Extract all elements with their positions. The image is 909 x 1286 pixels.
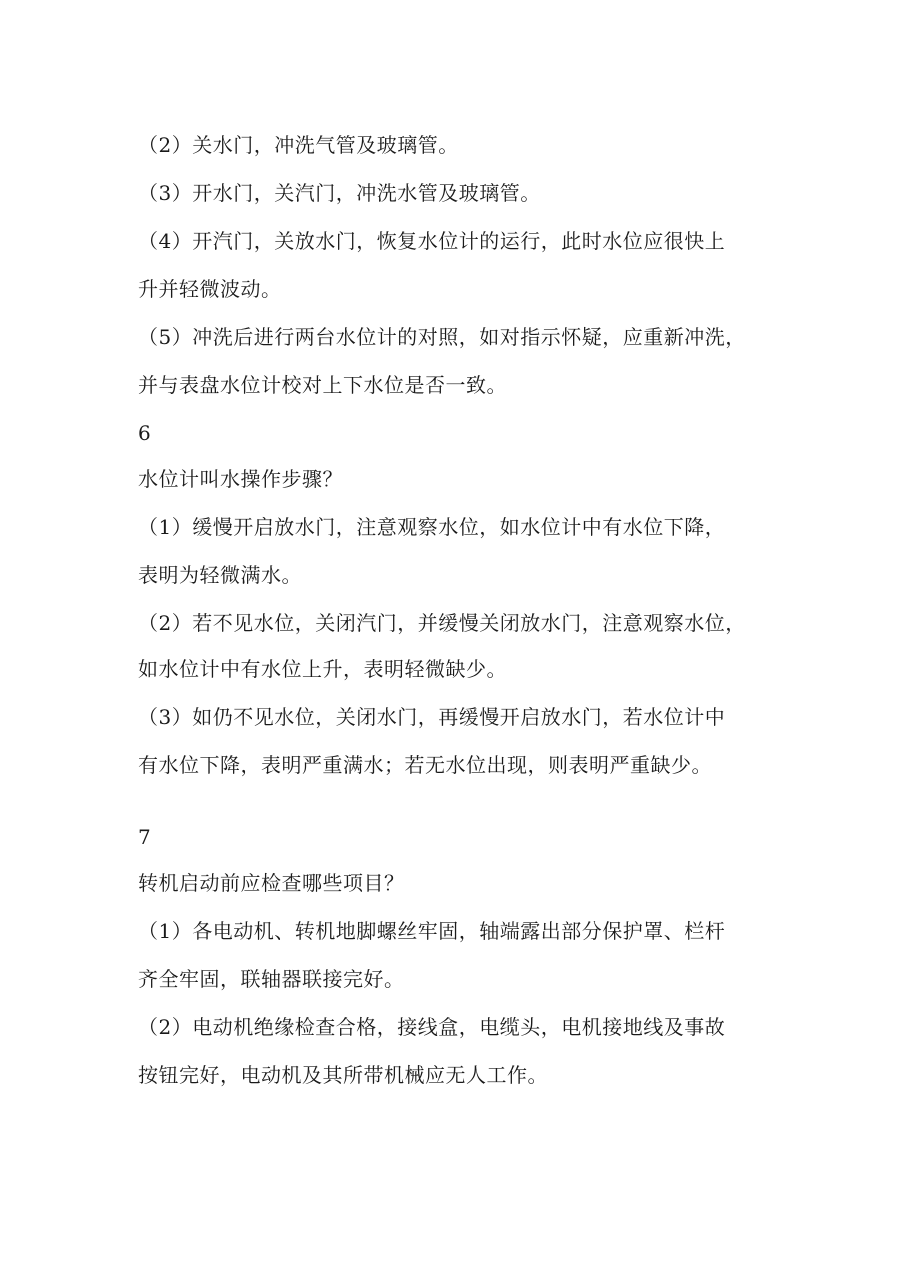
text-line-call-water-step-1-cont: 表明为轻微满水。 <box>138 563 302 587</box>
section-number-7: 7 <box>138 825 152 849</box>
text-line-startup-check-1-cont: 齐全牢固，联轴器联接完好。 <box>138 967 405 991</box>
text-line-drain-step-2: （2）关水门，冲洗气管及玻璃管。 <box>138 133 459 157</box>
text-line-call-water-step-1: （1）缓慢开启放水门，注意观察水位，如水位计中有水位下降， <box>138 515 726 539</box>
section-number-6: 6 <box>138 421 152 445</box>
text-line-drain-step-5: （5）冲洗后进行两台水位计的对照，如对指示怀疑，应重新冲洗， <box>138 325 746 349</box>
text-line-call-water-step-3: （3）如仍不见水位，关闭水门，再缓慢开启放水门，若水位计中 <box>138 705 726 729</box>
text-line-startup-check-1: （1）各电动机、转机地脚螺丝牢固，轴端露出部分保护罩、栏杆 <box>138 919 726 943</box>
question-heading-6: 水位计叫水操作步骤？ <box>138 467 343 491</box>
text-line-startup-check-2: （2）电动机绝缘检查合格，接线盒，电缆头，电机接地线及事故 <box>138 1015 726 1039</box>
text-line-call-water-step-3-cont: 有水位下降，表明严重满水；若无水位出现，则表明严重缺少。 <box>138 753 712 777</box>
text-line-call-water-step-2-cont: 如水位计中有水位上升，表明轻微缺少。 <box>138 657 507 681</box>
text-line-drain-step-4: （4）开汽门，关放水门，恢复水位计的运行，此时水位应很快上 <box>138 229 726 253</box>
text-line-call-water-step-2: （2）若不见水位，关闭汽门，并缓慢关闭放水门，注意观察水位， <box>138 611 746 635</box>
text-line-drain-step-4-cont: 升并轻微波动。 <box>138 277 282 301</box>
text-line-startup-check-2-cont: 按钮完好，电动机及其所带机械应无人工作。 <box>138 1063 548 1087</box>
question-heading-7: 转机启动前应检查哪些项目？ <box>138 871 405 895</box>
text-line-drain-step-5-cont: 并与表盘水位计校对上下水位是否一致。 <box>138 373 507 397</box>
text-line-drain-step-3: （3）开水门，关汽门，冲洗水管及玻璃管。 <box>138 181 541 205</box>
